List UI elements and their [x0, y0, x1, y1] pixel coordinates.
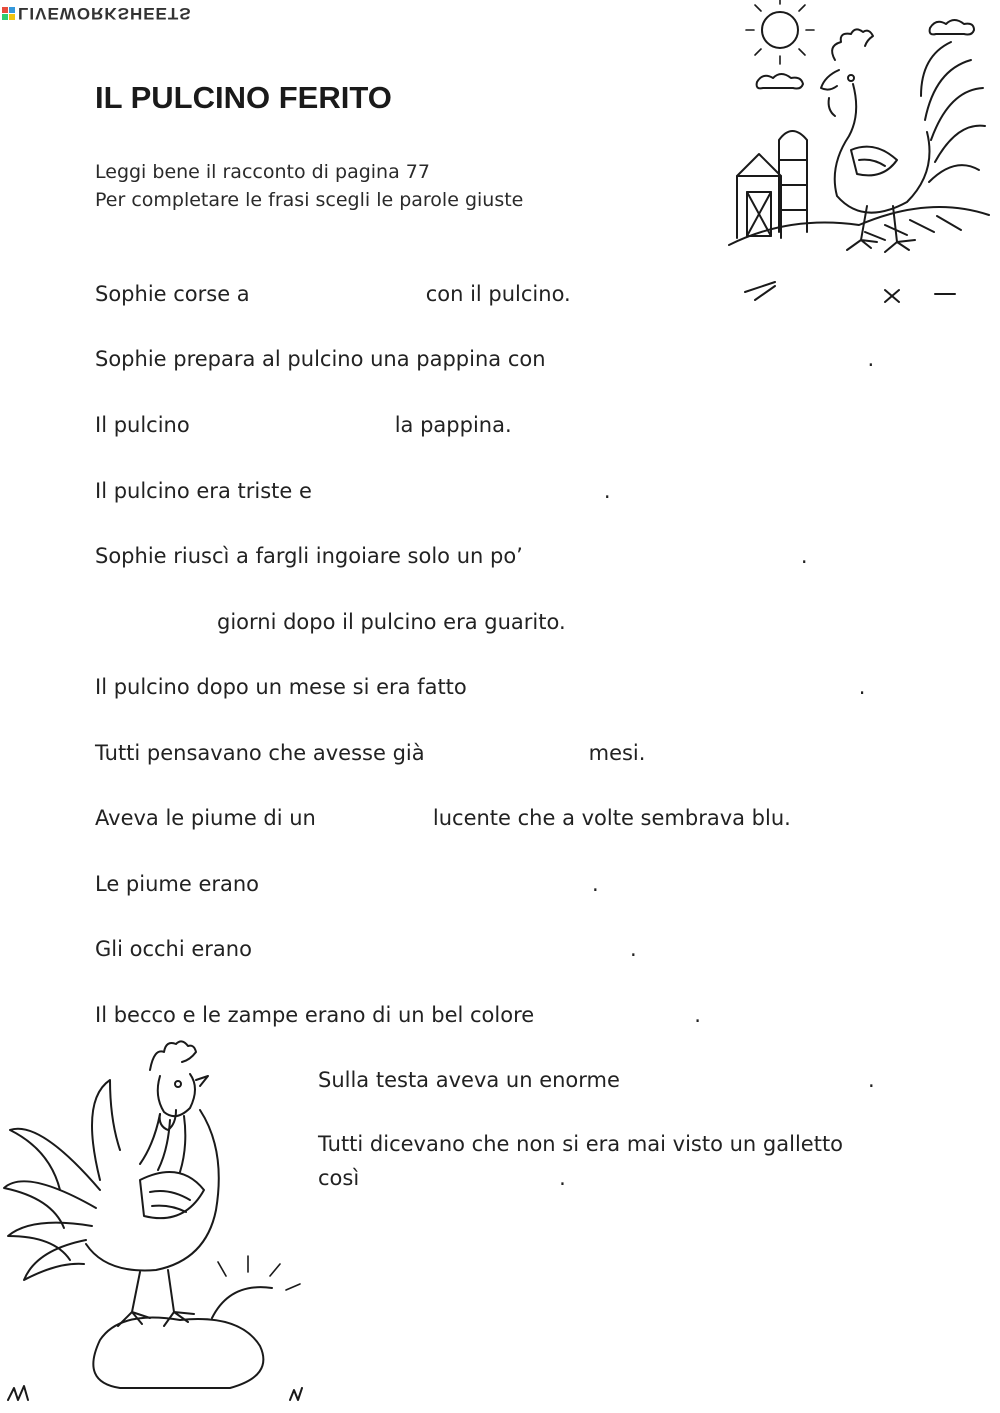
page-title: IL PULCINO FERITO — [95, 80, 392, 115]
answer-blank[interactable] — [523, 542, 801, 563]
liveworksheets-logo — [2, 4, 192, 22]
sentence-14: Tutti dicevano che non si era mai visto un galletto — [318, 1132, 844, 1156]
answer-blank[interactable] — [534, 1001, 694, 1022]
instructions — [95, 158, 523, 214]
answer-blank[interactable] — [546, 345, 868, 366]
sentence-8: Tutti pensavano che avesse già mesi. — [95, 741, 646, 765]
sentence-12: Il becco e le zampe erano di un bel colore . — [95, 1003, 701, 1027]
rooster-sun-illustration-icon — [0, 1040, 310, 1410]
sentence-9: Aveva le piume di un lucente che a volte sembrava blu. — [95, 806, 791, 830]
logo-text: LIVEWORKSHEETS — [18, 4, 192, 23]
answer-blank[interactable] — [252, 935, 630, 956]
answer-blank[interactable] — [359, 1164, 559, 1185]
answer-blank[interactable] — [312, 477, 604, 498]
answer-blank[interactable] — [425, 739, 589, 760]
answer-blank[interactable] — [95, 608, 217, 629]
sentence-7: Il pulcino dopo un mese si era fatto . — [95, 675, 866, 699]
answer-blank[interactable] — [620, 1066, 868, 1087]
sentence-2: Sophie prepara al pulcino una pappina con . — [95, 347, 875, 371]
sentence-10: Le piume erano . — [95, 872, 599, 896]
answer-blank[interactable] — [259, 870, 592, 891]
sentence-3: Il pulcino la pappina. — [95, 413, 512, 437]
sentence-11: Gli occhi erano . — [95, 937, 637, 961]
sentence-6: giorni dopo il pulcino era guarito. — [95, 608, 566, 634]
sentence-13: Sulla testa aveva un enorme . — [318, 1068, 875, 1092]
logo-squares-icon — [2, 7, 15, 20]
answer-blank[interactable] — [250, 280, 426, 301]
sentence-5: Sophie riuscì a fargli ingoiare solo un po’ . — [95, 544, 808, 568]
instruction-line: Per completare le frasi scegli le parole giuste — [95, 189, 524, 211]
sentence-15: così . — [318, 1166, 566, 1190]
answer-blank[interactable] — [467, 673, 859, 694]
sentence-1: Sophie corse a con il pulcino. — [95, 282, 571, 306]
answer-blank[interactable] — [316, 804, 433, 825]
rooster-farm-illustration-icon — [725, 0, 990, 315]
answer-blank[interactable] — [190, 411, 395, 432]
instruction-line: Leggi bene il racconto di pagina 77 — [95, 161, 430, 183]
sentence-4: Il pulcino era triste e . — [95, 479, 611, 503]
